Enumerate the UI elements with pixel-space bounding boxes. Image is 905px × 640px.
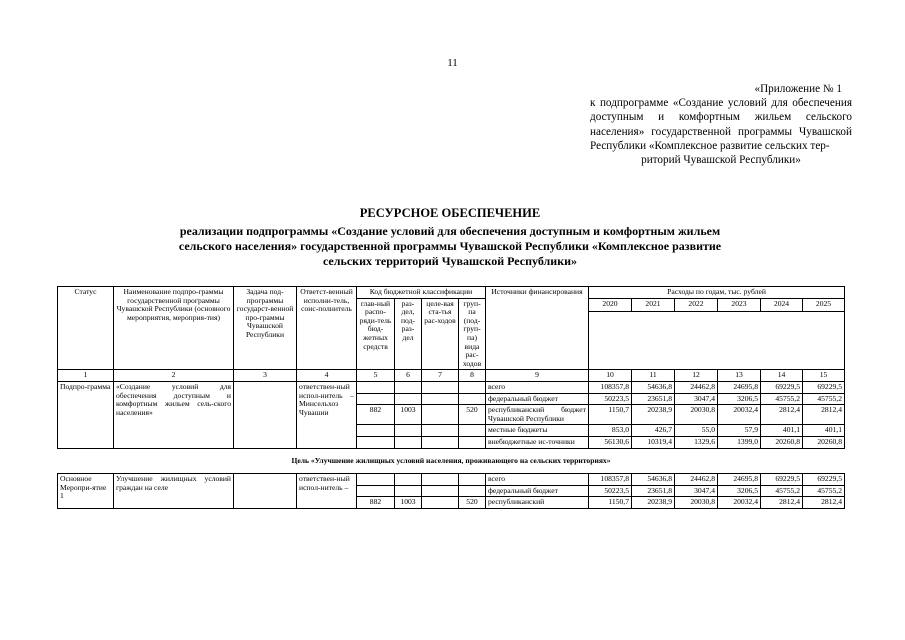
header-target: целе-вая ста-тья рас-ходов xyxy=(422,298,459,370)
glav-cell: 882 xyxy=(357,405,395,425)
header-year-2021: 2021 xyxy=(632,298,675,312)
header-year-spacer xyxy=(589,312,845,370)
value-cell: 3047,4 xyxy=(675,485,718,497)
glav-cell xyxy=(357,393,395,405)
header-sources: Источники финансирования xyxy=(486,287,589,370)
status-cell: Подпро-грамма xyxy=(58,381,114,448)
value-cell: 108357,8 xyxy=(589,381,632,393)
name-cell: Улучшение жилищных условий граждан на селе xyxy=(114,474,234,509)
group-cell: 520 xyxy=(459,405,486,425)
value-cell: 108357,8 xyxy=(589,474,632,486)
col-num: 2 xyxy=(114,370,234,382)
value-cell: 69229,5 xyxy=(761,474,803,486)
value-cell: 853,0 xyxy=(589,425,632,437)
header-executor: Ответст-венный исполни-тель, соис-полнитель xyxy=(297,287,357,370)
value-cell: 3206,5 xyxy=(718,393,761,405)
value-cell: 23651,8 xyxy=(632,393,675,405)
group-cell: 520 xyxy=(459,497,486,509)
value-cell: 20238,9 xyxy=(632,497,675,509)
target-cell xyxy=(422,485,459,497)
col-num: 13 xyxy=(718,370,761,382)
glav-cell xyxy=(357,485,395,497)
value-cell: 45755,2 xyxy=(803,485,845,497)
value-cell: 1150,7 xyxy=(589,405,632,425)
appendix-body: к подпрограмме «Создание условий для обеспечения доступным и комфортным жильем сельского населения» государственной программы Чувашской Республики «Комплексное развитие сельских тер- xyxy=(590,97,852,152)
razdel-cell xyxy=(395,425,422,437)
value-cell: 57,9 xyxy=(718,425,761,437)
goal-text: Цель «Улучшение жилищных условий населения, проживающего на сельских территориях» xyxy=(58,448,845,474)
value-cell: 1329,6 xyxy=(675,436,718,448)
value-cell: 2812,4 xyxy=(761,405,803,425)
header-year-2024: 2024 xyxy=(761,298,803,312)
value-cell: 20032,4 xyxy=(718,405,761,425)
target-cell xyxy=(422,393,459,405)
value-cell: 3206,5 xyxy=(718,485,761,497)
group-cell xyxy=(459,485,486,497)
group-cell xyxy=(459,436,486,448)
header-budget-code: Код бюджетной классификации xyxy=(357,287,486,299)
value-cell: 20030,8 xyxy=(675,497,718,509)
source-cell: федеральный бюджет xyxy=(486,485,589,497)
value-cell: 24695,8 xyxy=(718,474,761,486)
value-cell: 2812,4 xyxy=(803,405,845,425)
table-row xyxy=(58,474,845,486)
status-cell: Основное Меропри-ятие 1 xyxy=(58,474,114,509)
value-cell: 20030,8 xyxy=(675,405,718,425)
appendix-note xyxy=(590,82,852,167)
value-cell: 54636,8 xyxy=(632,474,675,486)
value-cell: 426,7 xyxy=(632,425,675,437)
value-cell: 56130,6 xyxy=(589,436,632,448)
razdel-cell xyxy=(395,485,422,497)
value-cell: 1399,0 xyxy=(718,436,761,448)
target-cell xyxy=(422,474,459,486)
value-cell: 3047,4 xyxy=(675,393,718,405)
col-num: 8 xyxy=(459,370,486,382)
header-expenses: Расходы по годам, тыс. рублей xyxy=(589,287,845,299)
value-cell: 2812,4 xyxy=(761,497,803,509)
goal-row xyxy=(58,448,845,474)
value-cell: 69229,5 xyxy=(761,381,803,393)
value-cell: 20238,9 xyxy=(632,405,675,425)
value-cell: 20260,8 xyxy=(761,436,803,448)
group-cell xyxy=(459,474,486,486)
col-num: 14 xyxy=(761,370,803,382)
value-cell: 54636,8 xyxy=(632,381,675,393)
task-cell xyxy=(234,381,297,448)
value-cell: 20032,4 xyxy=(718,497,761,509)
appendix-heading: «Приложение № 1 xyxy=(754,83,842,95)
title-line-1: реализации подпрограммы «Создание условий для обеспечения доступным и комфортным жильем xyxy=(179,224,721,238)
header-row-1 xyxy=(58,287,845,299)
resource-table xyxy=(57,286,845,509)
target-cell xyxy=(422,436,459,448)
group-cell xyxy=(459,393,486,405)
glav-cell xyxy=(357,381,395,393)
col-num: 11 xyxy=(632,370,675,382)
value-cell: 55,0 xyxy=(675,425,718,437)
name-cell: «Создание условий для обеспечения доступным и комфортным жильем сель-ского населения» xyxy=(114,381,234,448)
executor-cell: ответствен-ный испол-нитель – Минсельхоз Чувашии xyxy=(297,381,357,448)
razdel-cell xyxy=(395,393,422,405)
header-group: груп-па (под-груп-па) вида рас-ходов xyxy=(459,298,486,370)
value-cell: 401,1 xyxy=(803,425,845,437)
source-cell: федеральный бюджет xyxy=(486,393,589,405)
value-cell: 23651,8 xyxy=(632,485,675,497)
source-cell: местные бюджеты xyxy=(486,425,589,437)
value-cell: 69229,5 xyxy=(803,474,845,486)
source-cell: всего xyxy=(486,474,589,486)
table-row xyxy=(58,381,845,393)
task-cell xyxy=(234,474,297,509)
glav-cell: 882 xyxy=(357,497,395,509)
header-razdel: раз-дел, под-раз-дел xyxy=(395,298,422,370)
value-cell: 45755,2 xyxy=(761,393,803,405)
target-cell xyxy=(422,405,459,425)
value-cell: 24695,8 xyxy=(718,381,761,393)
razdel-cell: 1003 xyxy=(395,405,422,425)
col-num: 12 xyxy=(675,370,718,382)
column-number-row xyxy=(58,370,845,382)
title-line-2: сельского населения» государственной программы Чувашской Республики «Комплексное развитие xyxy=(178,239,722,253)
group-cell xyxy=(459,381,486,393)
executor-cell: ответствен-ный испол-нитель – xyxy=(297,474,357,509)
target-cell xyxy=(422,497,459,509)
value-cell: 401,1 xyxy=(761,425,803,437)
value-cell: 24462,8 xyxy=(675,381,718,393)
value-cell: 24462,8 xyxy=(675,474,718,486)
value-cell: 10319,4 xyxy=(632,436,675,448)
page-number: 11 xyxy=(447,57,458,69)
target-cell xyxy=(422,425,459,437)
col-num: 1 xyxy=(58,370,114,382)
source-cell: республиканский бюджет Чувашской Республики xyxy=(486,405,589,425)
target-cell xyxy=(422,381,459,393)
source-cell: всего xyxy=(486,381,589,393)
header-task: Задача под-программы государст-венной про-граммы Чувашской Республики xyxy=(234,287,297,370)
glav-cell xyxy=(357,436,395,448)
value-cell: 50223,5 xyxy=(589,393,632,405)
header-name: Наименование подпро-граммы государственной программы Чувашской Республики (основного мероприятия, мероприя-тия) xyxy=(114,287,234,370)
header-status: Статус xyxy=(58,287,114,370)
value-cell: 1150,7 xyxy=(589,497,632,509)
header-glav: глав-ный распо-ряди-тель бюд-жетных средств xyxy=(357,298,395,370)
value-cell: 45755,2 xyxy=(803,393,845,405)
title-line-3: сельских территорий Чувашской Республики» xyxy=(322,254,578,268)
source-cell: внебюджетные ис-точники xyxy=(486,436,589,448)
razdel-cell xyxy=(395,436,422,448)
source-cell: республиканский xyxy=(486,497,589,509)
header-year-2022: 2022 xyxy=(675,298,718,312)
value-cell: 2812,4 xyxy=(803,497,845,509)
col-num: 9 xyxy=(486,370,589,382)
value-cell: 20260,8 xyxy=(803,436,845,448)
col-num: 15 xyxy=(803,370,845,382)
header-year-2020: 2020 xyxy=(589,298,632,312)
razdel-cell xyxy=(395,381,422,393)
glav-cell xyxy=(357,474,395,486)
col-num: 5 xyxy=(357,370,395,382)
col-num: 6 xyxy=(395,370,422,382)
col-num: 7 xyxy=(422,370,459,382)
razdel-cell xyxy=(395,474,422,486)
value-cell: 45755,2 xyxy=(761,485,803,497)
title-main: РЕСУРСНОЕ ОБЕСПЕЧЕНИЕ xyxy=(359,206,541,220)
header-year-2023: 2023 xyxy=(718,298,761,312)
razdel-cell: 1003 xyxy=(395,497,422,509)
col-num: 4 xyxy=(297,370,357,382)
value-cell: 69229,5 xyxy=(803,381,845,393)
group-cell xyxy=(459,425,486,437)
col-num: 10 xyxy=(589,370,632,382)
appendix-last-line: риторий Чувашской Республики» xyxy=(641,154,801,167)
header-year-2025: 2025 xyxy=(803,298,845,312)
value-cell: 50223,5 xyxy=(589,485,632,497)
glav-cell xyxy=(357,425,395,437)
col-num: 3 xyxy=(234,370,297,382)
document-title xyxy=(100,206,800,269)
